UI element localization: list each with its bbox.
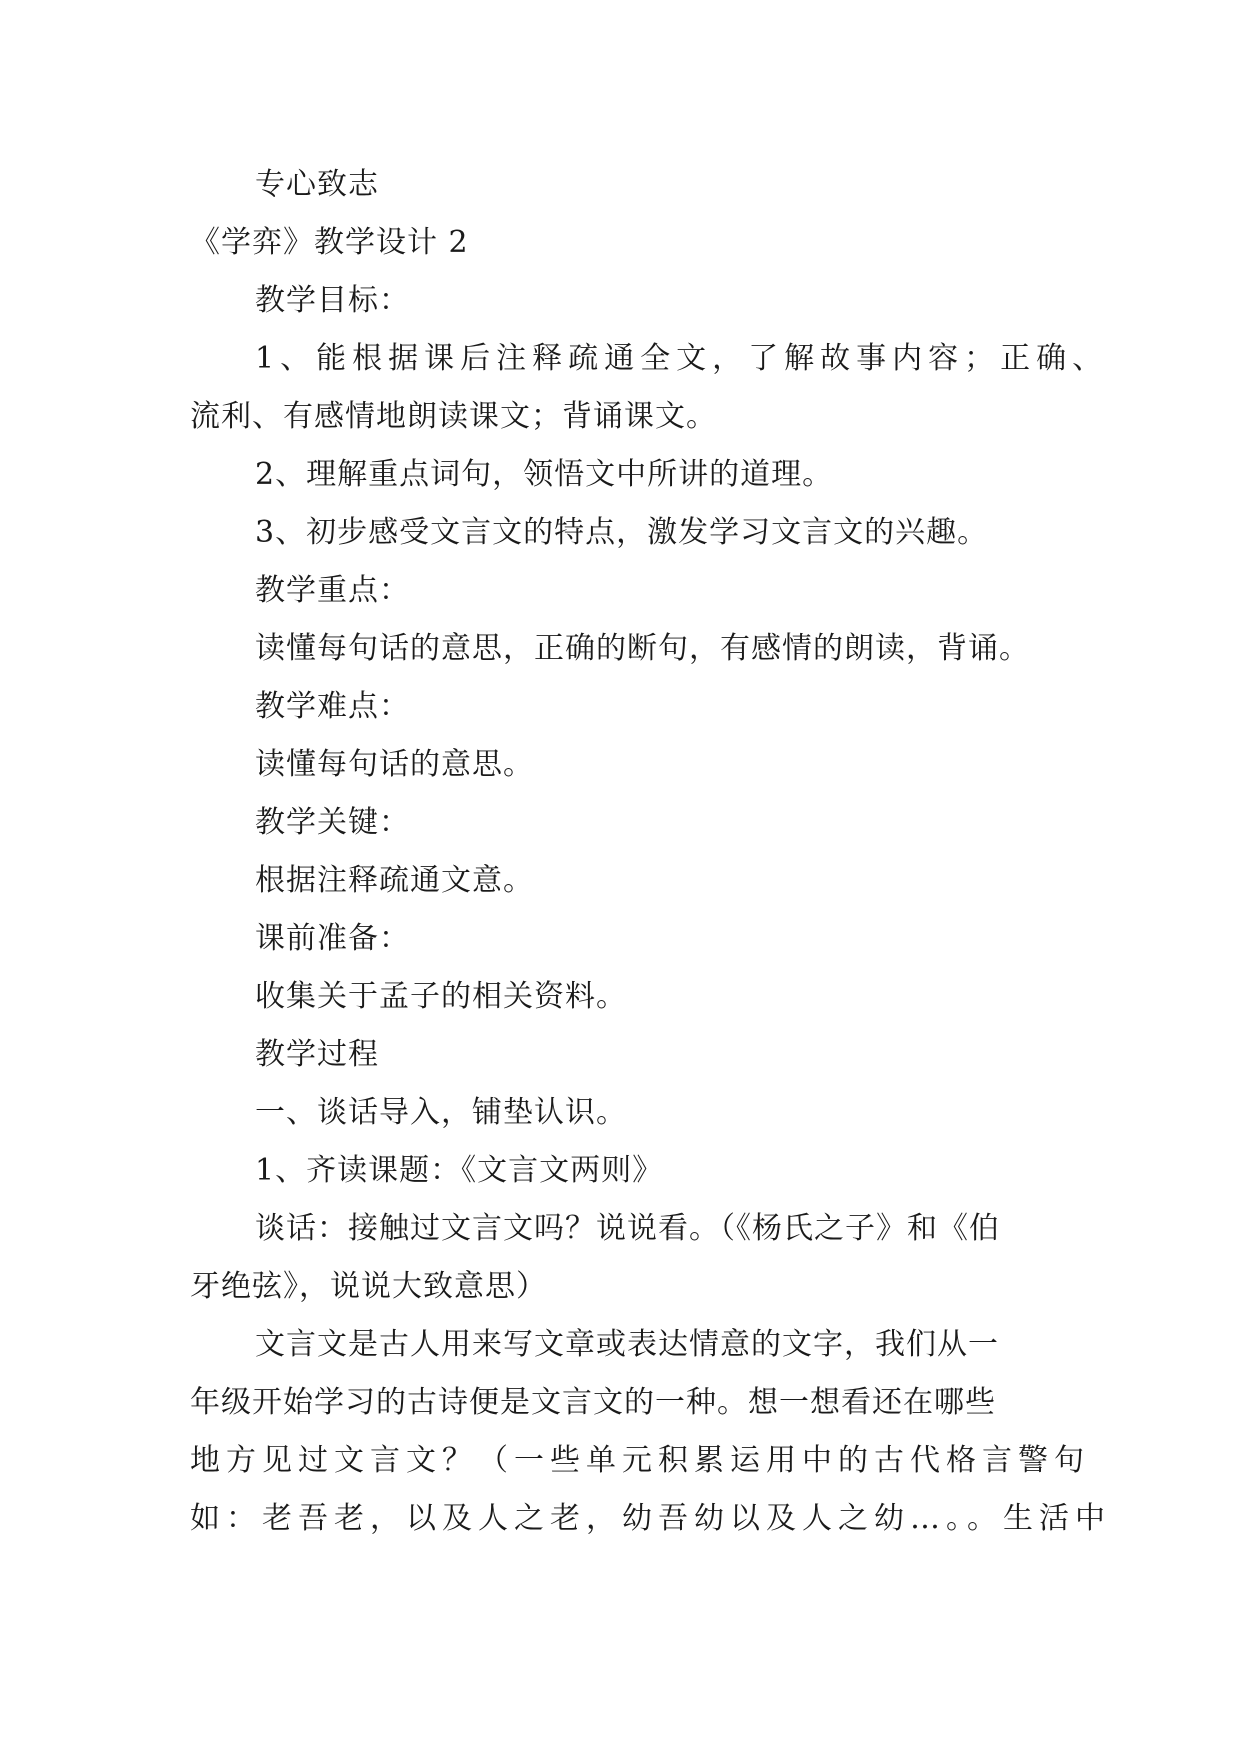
section-title: 《学弈》教学设计 2 — [190, 225, 469, 260]
text-line: 谈话：接触过文言文吗？说说看。（《杨氏之子》和《伯 — [255, 1211, 1000, 1246]
heading-key-points: 教学重点： — [255, 573, 410, 608]
heading-objectives: 教学目标： — [255, 283, 410, 318]
heading-key: 教学关键： — [255, 805, 410, 840]
text-line: 1、能根据课后注释疏通全文，了解故事内容；正确、 — [255, 341, 1109, 376]
text-line: 专心致志 — [255, 167, 379, 202]
text-line: 读懂每句话的意思。 — [255, 747, 534, 782]
text-line: 流利、有感情地朗读课文；背诵课文。 — [190, 399, 717, 434]
text-line: 2、理解重点词句，领悟文中所讲的道理。 — [255, 457, 834, 492]
text-line: 3、初步感受文言文的特点，激发学习文言文的兴趣。 — [255, 515, 989, 550]
text-line: 牙绝弦》，说说大致意思） — [190, 1269, 547, 1304]
text-line: 如：老吾老，以及人之老，幼吾幼以及人之幼…。。生活中 — [190, 1501, 1111, 1536]
heading-process: 教学过程 — [255, 1037, 379, 1072]
text-line: 1、齐读课题：《文言文两则》 — [255, 1153, 664, 1188]
text-line: 地方见过文言文？（一些单元积累运用中的古代格言警句 — [190, 1443, 1090, 1478]
text-line: 收集关于孟子的相关资料。 — [255, 979, 627, 1014]
text-line: 年级开始学习的古诗便是文言文的一种。想一想看还在哪些 — [190, 1385, 996, 1420]
text-line: 读懂每句话的意思，正确的断句，有感情的朗读，背诵。 — [255, 631, 1030, 666]
heading-preparation: 课前准备： — [255, 921, 410, 956]
text-line: 一、谈话导入，铺垫认识。 — [255, 1095, 627, 1130]
heading-difficulties: 教学难点： — [255, 689, 410, 724]
text-line: 文言文是古人用来写文章或表达情意的文字，我们从一 — [255, 1327, 999, 1362]
text-line: 根据注释疏通文意。 — [255, 863, 534, 898]
